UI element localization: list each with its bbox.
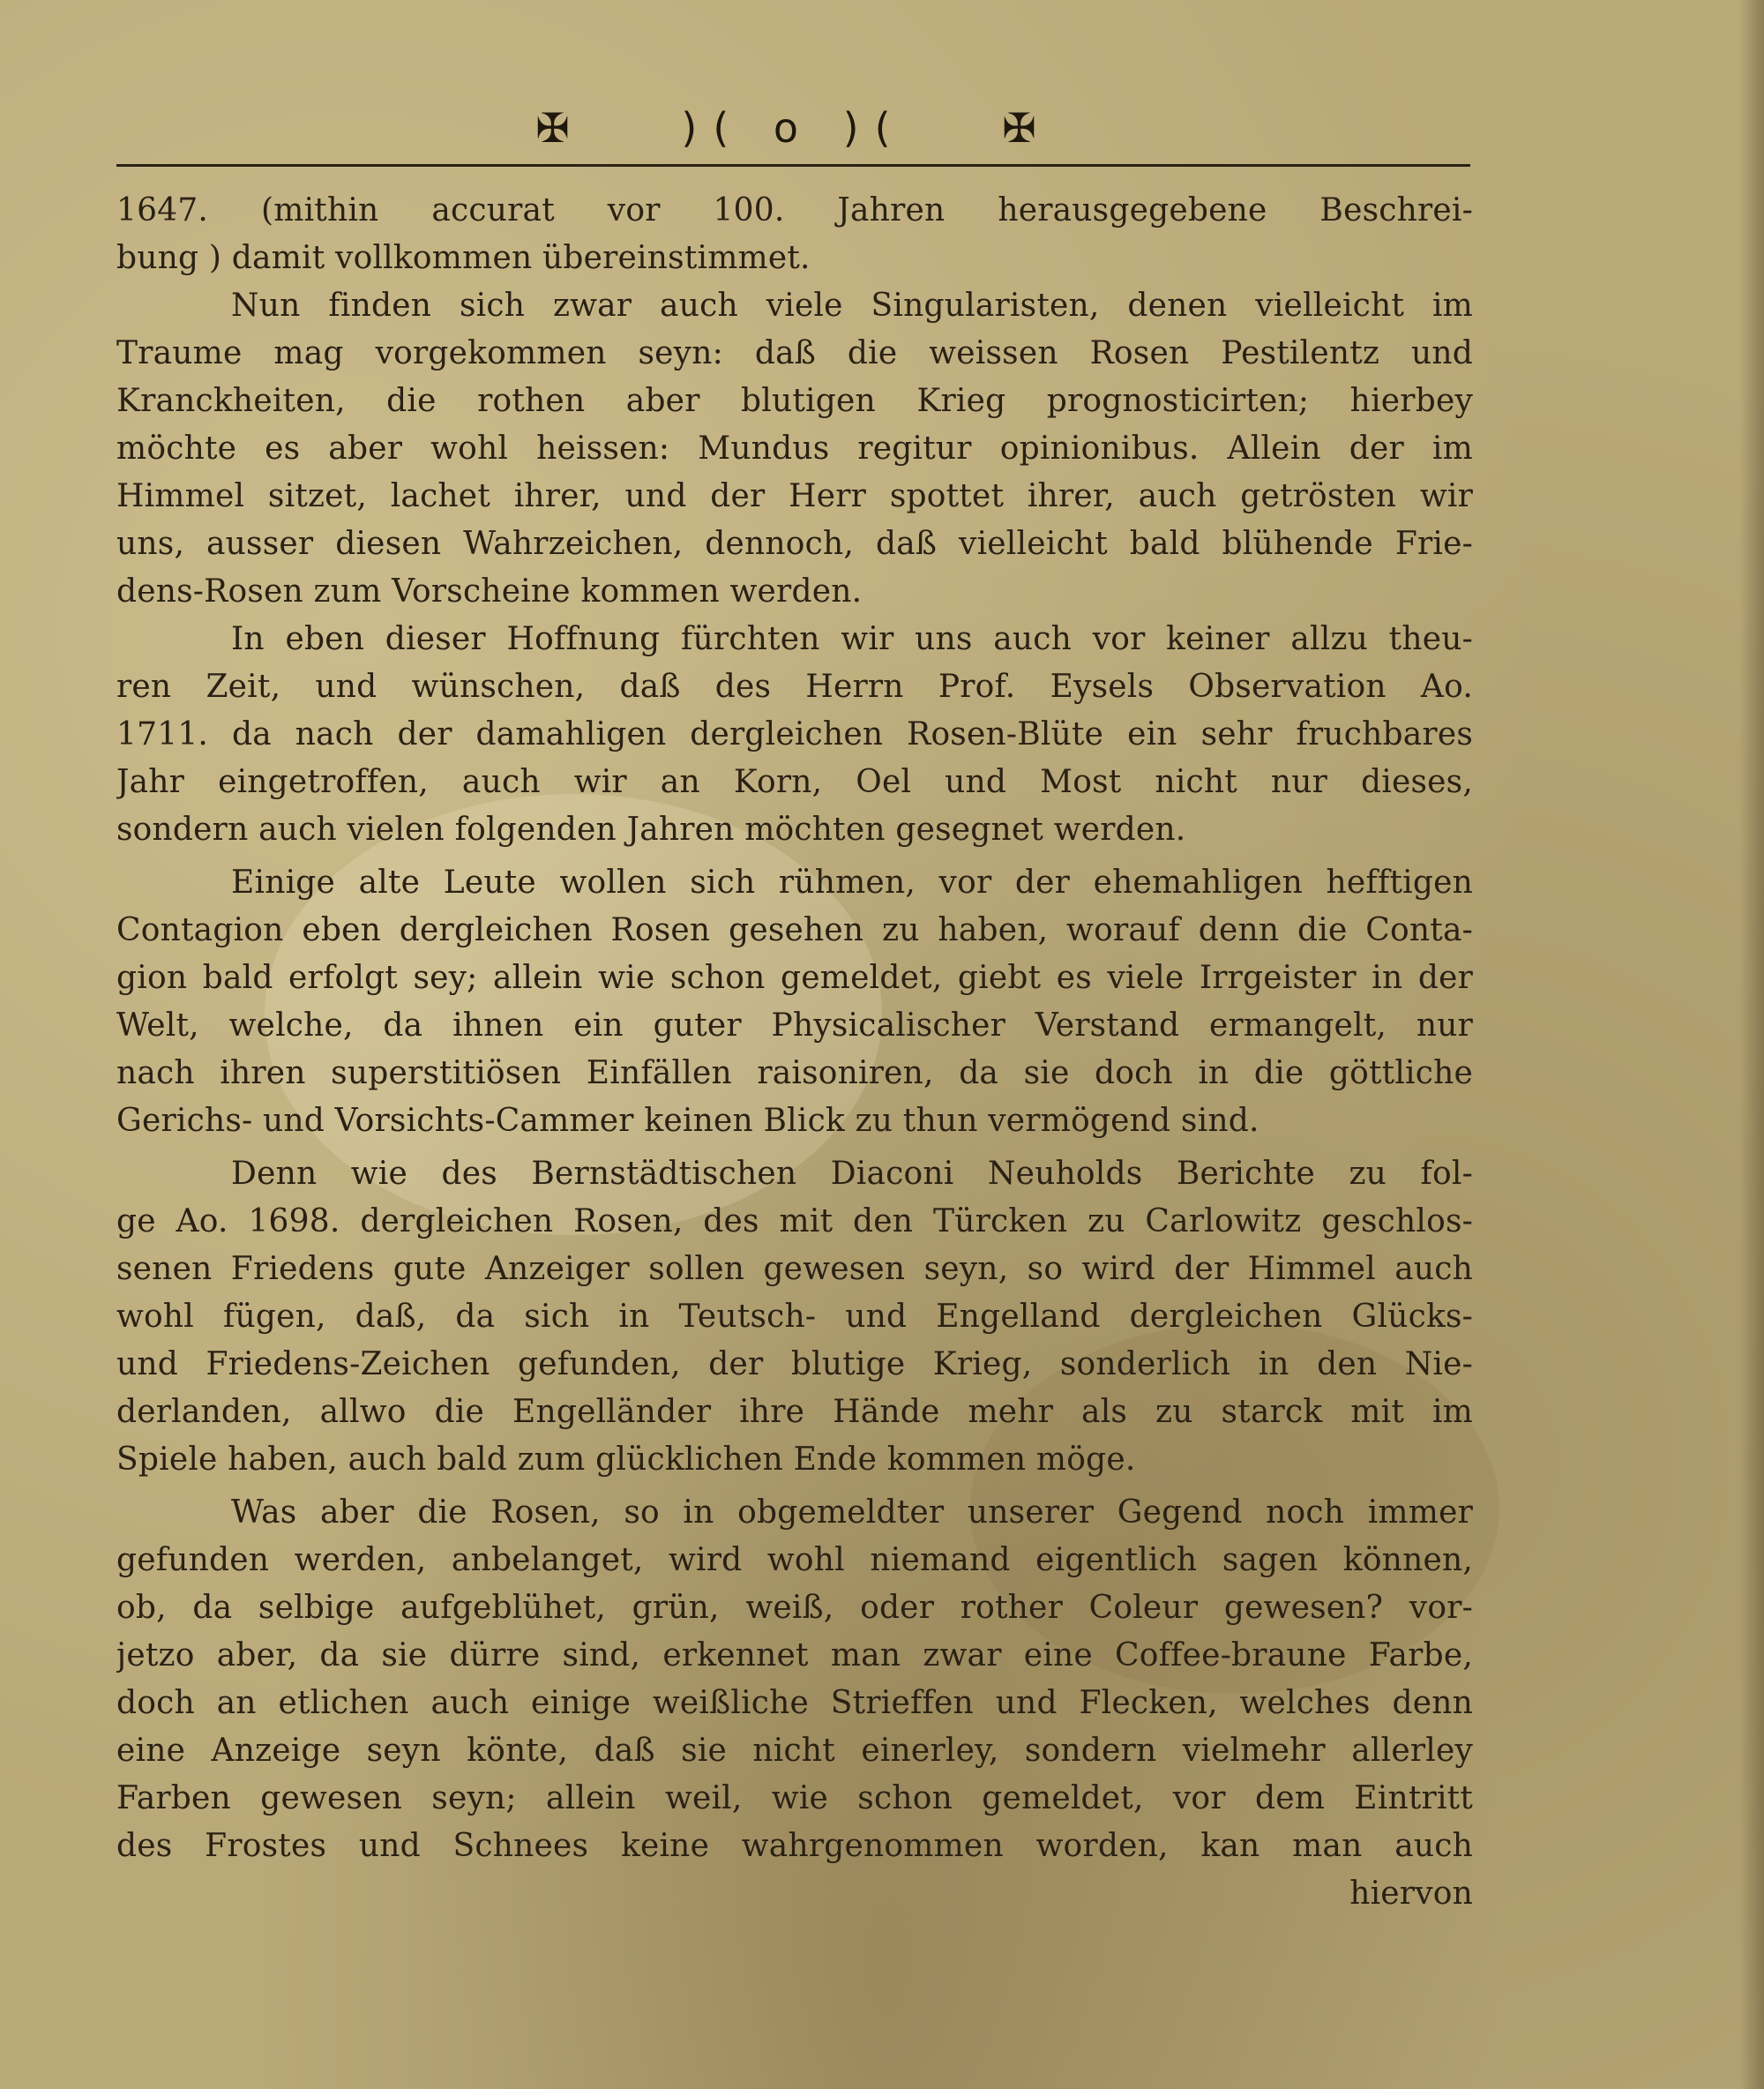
text-line: Welt, welche, da ihnen ein guter Physicalischer Verstand ermangelt, nur	[116, 1007, 1473, 1044]
text-line: In eben dieser Hoffnung fürchten wir uns auch vor keiner allzu theu-	[231, 621, 1473, 657]
text-line: Jahr eingetroffen, auch wir an Korn, Oel und Most nicht nur dieses,	[116, 764, 1473, 800]
text-line: Farben gewesen seyn; allein weil, wie schon gemeldet, vor dem Eintritt	[116, 1780, 1473, 1816]
text-line: Traume mag vorgekommen seyn: daß die weissen Rosen Pestilentz und	[116, 335, 1473, 371]
text-line: jetzo aber, da sie dürre sind, erkennet man zwar eine Coffee-braune Farbe,	[116, 1637, 1473, 1673]
text-line: uns, ausser diesen Wahrzeichen, dennoch, daß vielleicht bald blühende Frie-	[116, 526, 1473, 562]
text-line: Was aber die Rosen, so in obgemeldter unserer Gegend noch immer	[231, 1494, 1473, 1531]
text-line: Spiele haben, auch bald zum glücklichen Ende kommen möge.	[116, 1441, 1136, 1478]
text-line: sondern auch vielen folgenden Jahren möchten gesegnet werden.	[116, 812, 1186, 848]
header-ornament	[115, 104, 1473, 157]
text-line: Himmel sitzet, lachet ihrer, und der Herr spottet ihrer, auch getrösten wir	[116, 478, 1473, 514]
text-line: Einige alte Leute wollen sich rühmen, vor der ehemahligen hefftigen	[231, 865, 1473, 901]
text-line: 1647. (mithin accurat vor 100. Jahren herausgegebene Beschrei-	[116, 192, 1473, 228]
text-line: Gerichs- und Vorsichts-Cammer keinen Blick zu thun vermögend sind.	[116, 1103, 1259, 1139]
text-line: dens-Rosen zum Vorscheine kommen werden.	[116, 573, 863, 610]
text-line: derlanden, allwo die Engelländer ihre Hände mehr als zu starck mit im	[116, 1394, 1473, 1430]
page-text	[116, 187, 1473, 1918]
text-line: des Frostes und Schnees keine wahrgenommen worden, kan man auch	[116, 1828, 1473, 1864]
text-line: ren Zeit, und wünschen, daß des Herrn Prof. Eysels Observation Ao.	[116, 669, 1473, 705]
text-line: eine Anzeige seyn könte, daß sie nicht einerley, sondern vielmehr allerley	[116, 1733, 1473, 1769]
catchword: hiervon	[1349, 1876, 1473, 1912]
text-line: Denn wie des Bernstädtischen Diaconi Neuholds Berichte zu fol-	[231, 1156, 1473, 1192]
text-line: wohl fügen, daß, da sich in Teutsch- und Engelland dergleichen Glücks-	[116, 1299, 1473, 1335]
ornament-right: ✠	[1002, 104, 1052, 152]
text-line: Kranckheiten, die rothen aber blutigen Krieg prognosticirten; hierbey	[116, 383, 1473, 419]
header-rule	[116, 164, 1470, 167]
ornament-left: ✠	[535, 104, 586, 152]
page-edge-shadow	[1739, 0, 1764, 2089]
text-line: und Friedens-Zeichen gefunden, der blutige Krieg, sonderlich in den Nie-	[116, 1346, 1473, 1382]
text-line: gefunden werden, anbelanget, wird wohl niemand eigentlich sagen können,	[116, 1542, 1473, 1578]
text-line: 1711. da nach der damahligen dergleichen Rosen-Blüte ein sehr fruchbares	[116, 716, 1473, 752]
text-line: möchte es aber wohl heissen: Mundus regitur opinionibus. Allein der im	[116, 431, 1473, 467]
text-line: nach ihren superstitiösen Einfällen raisoniren, da sie doch in die göttliche	[116, 1055, 1473, 1091]
text-line: ob, da selbige aufgeblühet, grün, weiß, oder rother Coleur gewesen? vor-	[116, 1590, 1473, 1626]
text-line: bung ) damit vollkommen übereinstimmet.	[116, 240, 811, 276]
ornament-center: )( o )(	[681, 104, 907, 152]
text-line: Nun finden sich zwar auch viele Singularisten, denen vielleicht im	[231, 288, 1473, 324]
text-line: gion bald erfolgt sey; allein wie schon gemeldet, giebt es viele Irrgeister in der	[116, 960, 1473, 996]
text-line: senen Friedens gute Anzeiger sollen gewesen seyn, so wird der Himmel auch	[116, 1251, 1473, 1287]
text-line: ge Ao. 1698. dergleichen Rosen, des mit den Türcken zu Carlowitz geschlos-	[116, 1203, 1473, 1239]
text-line: Contagion eben dergleichen Rosen gesehen zu haben, worauf denn die Conta-	[116, 912, 1473, 948]
text-line: doch an etlichen auch einige weißliche Strieffen und Flecken, welches denn	[116, 1685, 1473, 1721]
